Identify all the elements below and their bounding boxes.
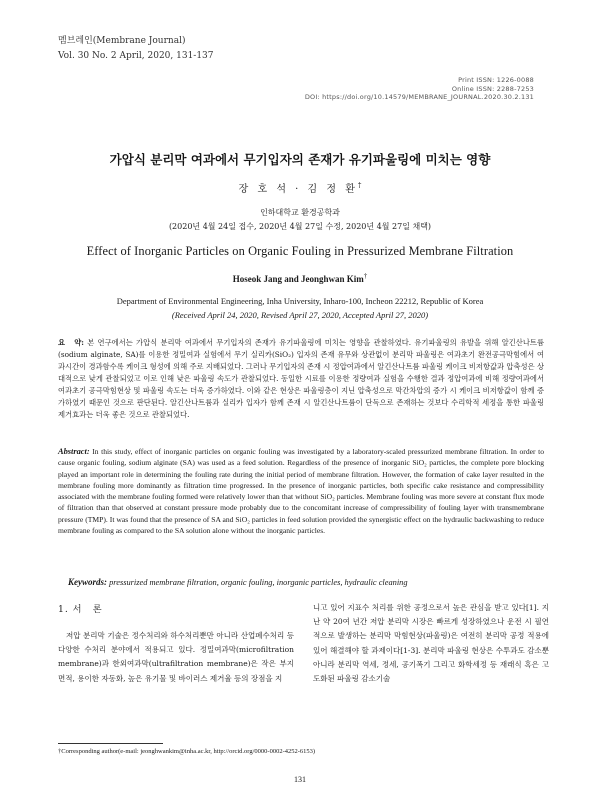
print-issn: Print ISSN: 1226-0088 — [458, 76, 534, 84]
body-column-right: 니고 있어 지표수 처리를 위한 공정으로서 높은 관심을 받고 있다[1]. 지난 약 20여 년간 저압 분리막 시장은 빠르게 성장하였으나 운전 시 필연적으로 발생하는 분리막 막힘현상(파울링)은 여전히 분리막 공정 적용에 있어 해결해야 할 과제이다[1-3]. 분리막 파울링 현상은 수투과도 감소뿐 아니라 분리막 역세, 정세, 공기폭기 그리고 화학세정 등 재래식 혹은 고도화된 파울링 감소기술 — [313, 603, 549, 684]
page-number: 131 — [294, 775, 306, 784]
english-authors — [0, 272, 600, 284]
english-abstract-label: Abstract: — [58, 447, 90, 456]
journal-name: 멤브레인(Membrane Journal) — [58, 36, 186, 46]
volume-info: Vol. 30 No. 2 April, 2020, 131-137 — [58, 51, 214, 61]
korean-abstract — [58, 337, 544, 421]
body-column-left: 저압 분리막 기술은 정수처리와 하수처리뿐만 아니라 산업폐수처리 등 다양한 수처리 분야에서 적용되고 있다. 정밀여과막(microfiltration membrane)과 한외여과막(ultrafiltration membrane)은 작은 부지면적, 용이한 자동화, 높은 유기물 및 바이러스 제거율 등의 장점을 지 — [58, 631, 294, 683]
footnote-divider — [58, 743, 163, 744]
korean-abstract-text: 본 연구에서는 가압식 분리막 여과에서 무기입자의 존재가 유기파울링에 미치는 영향을 관찰하였다. 유기파울링의 유발을 위해 알긴산나트륨(sodium alginate, SA)를 이용한 정밀여과 실험에서 무기 실리카(SiO₂) 입자의 존재 유무와 상관없이 분리막 파울링은 여과초기 완전공극막힘에서 여과시간이 경과함수록 케이크 형성에 의해 주로 지배되었다. 그러나 무기입자의 존재 시 정압여과에서 알긴산나트륨 파울링 케이크 비저항값과 압축성은 상대적으로 낮게 관찰되었고 이로 인해 낮은 파울링 속도가 관찰되었다. 동일한 시료를 이용한 정량여과 실험을 수행한 결과 정압여과에 비해 정량여과에서 여과초기 공극막힘현상 및 파울링 속도는 더욱 증가하였다. 이와 같은 현상은 파울링층이 지닌 압축성으로 막간차압의 증가 시 케이크 비저항값이 함께 증가하였기 때문인 것으로 판단된다. 알긴산나트륨과 실리카 입자가 함께 존재 시 알긴산나트륨이 단독으로 존재하는 것보다 수리학적 세정을 통한 파울링 제거효과는 더욱 좋은 것으로 관찰되었다. — [58, 338, 544, 419]
korean-title: 가압식 분리막 여과에서 무기입자의 존재가 유기파울링에 미치는 영향 — [109, 152, 491, 167]
english-title: Effect of Inorganic Particles on Organic Fouling in Pressurized Membrane Filtration — [86, 244, 514, 258]
keywords-label: Keywords: — [68, 577, 107, 587]
korean-authors — [0, 180, 600, 195]
doi-link[interactable]: DOI: https://doi.org/10.14579/MEMBRANE_JOURNAL.2020.30.2.131 — [304, 93, 534, 101]
english-affiliation: Department of Environmental Engineering, Inha University, Inharo-100, Incheon 22212, Republic of Korea — [116, 296, 484, 306]
korean-dates: (2020년 4월 24일 접수, 2020년 4월 27일 수정, 2020년 4월 27일 채택) — [168, 222, 432, 231]
section-heading: 1. 서 론 — [58, 604, 103, 615]
keywords — [68, 577, 548, 587]
english-dates: (Received April 24, 2020, Revised April 27, 2020, Accepted April 27, 2020) — [171, 310, 429, 320]
english-author-names: Hoseok Jang and Jeonghwan Kim — [232, 274, 364, 284]
journal-header — [58, 34, 214, 64]
korean-affiliation: 인하대학교 환경공학과 — [260, 208, 340, 217]
keywords-text: pressurized membrane filtration, organic fouling, inorganic particles, hydraulic cleaning — [109, 578, 408, 587]
english-abstract — [58, 446, 544, 536]
identifier-block — [305, 76, 534, 102]
corresponding-author-footnote: †Corresponding author(e-mail: jeonghwankim@inha.ac.kr, http://orcid.org/0000-0002-4252-6153) — [58, 748, 316, 755]
english-abstract-text: In this study, effect of inorganic particles on organic fouling was investigated by a laboratory-scaled pressurized membrane filtration. In order to cause organic fouling, sodium alginate (SA) was used as a feed solution. Regardless of the presence of inorganic SiO₂ particles, the complete pore blocking played an important role in determining the fouling rate during the initial period of membrane filtration. However, the formation of cake layer resulted in the membrane fouling more dominantly as filtration time progressed. In the presence of inorganic particles, both specific cake resistance and compressibility associated with the membrane fouling formed were relatively lower than that without SiO₂ particles. Membrane fouling was more severe at constant flux mode of filtration than that observed at constant pressure mode probably due to the concomitant increase of compressibility of fouling layer with transmembrane pressure (TMP). It was found that the presence of SA and SiO₂ particles in feed solution provided the synergistic effect on the hydraulic backwashing to reduce membrane fouling as compared to the SA solution alone without the inorganic particles. — [58, 447, 544, 536]
online-issn: Online ISSN: 2288-7253 — [451, 84, 534, 93]
korean-author-names: 장 호 석 · 김 정 환 — [238, 184, 358, 195]
english-author-mark: † — [363, 272, 368, 280]
korean-abstract-label: 요 약: — [58, 338, 84, 347]
korean-author-mark: † — [357, 181, 362, 190]
